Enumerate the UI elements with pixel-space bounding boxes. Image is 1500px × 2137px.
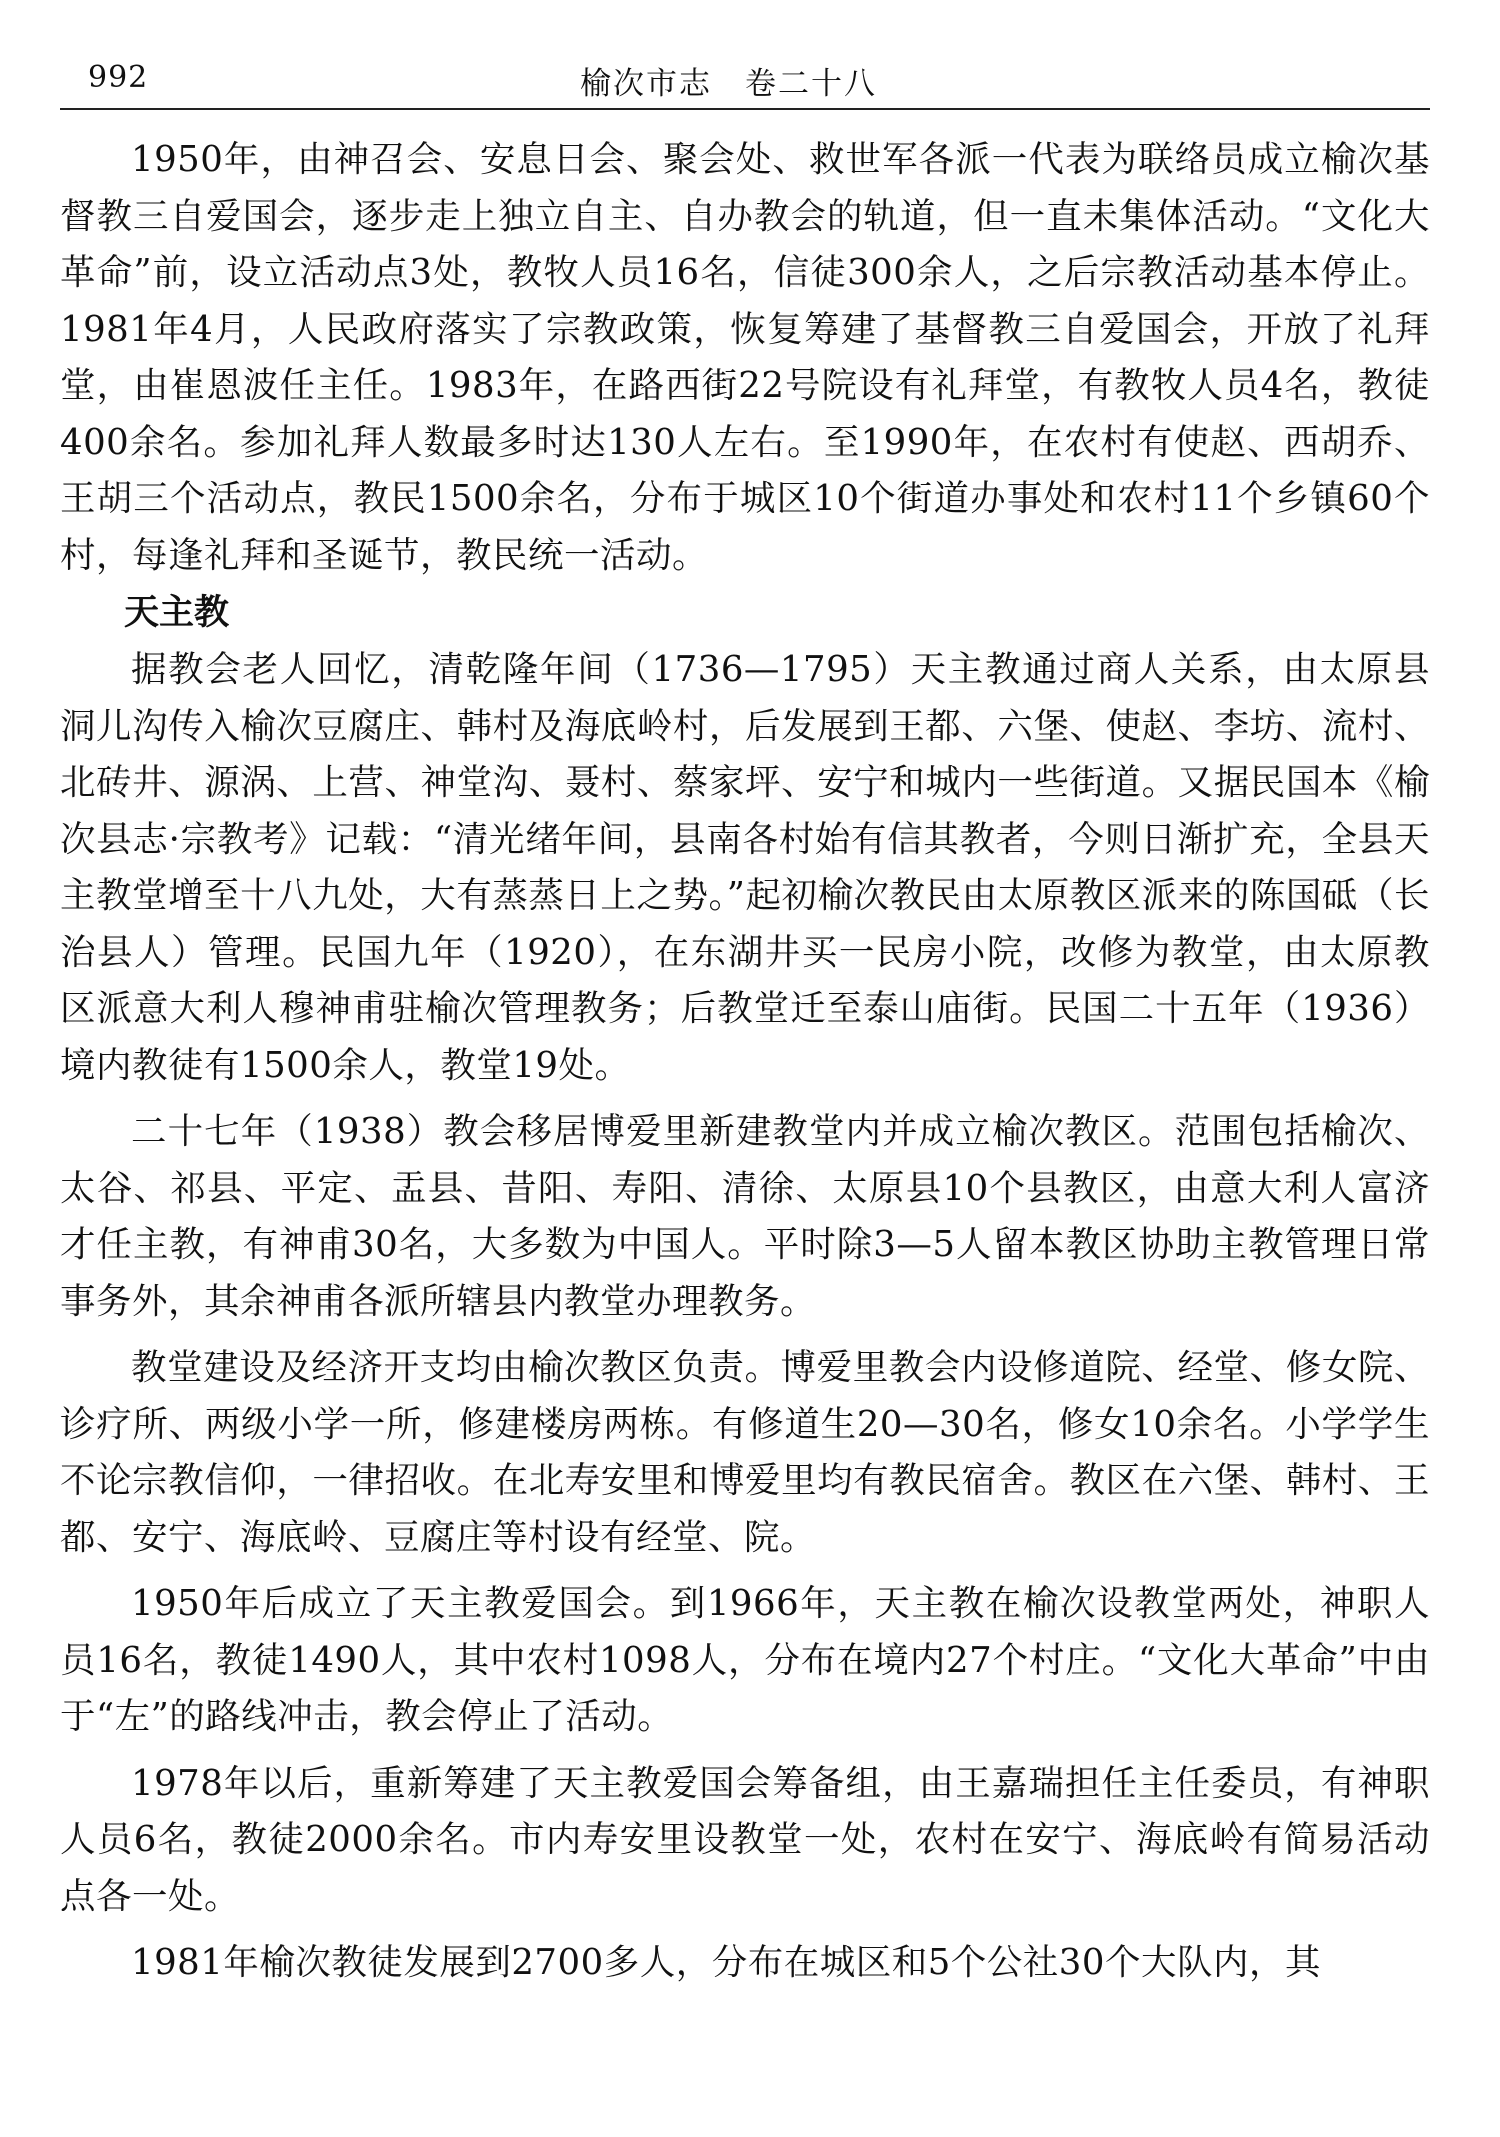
paragraph-patriotic-association: 1950年后成立了天主教爱国会。到1966年，天主教在榆次设教堂两处，神职人员16名，教徒1490人，其中农村1098人，分布在境内27个村庄。“文化大革命”中由于“左”的路线冲击，教会停止了活动。	[60, 1583, 1430, 1737]
paragraph-protestant-association: 1950年，由神召会、安息日会、聚会处、救世军各派一代表为联络员成立榆次基督教三自爱国会，逐步走上独立自主、自办教会的轨道，但一直未集体活动。“文化大革命”前，设立活动点3处，教牧人员16名，信徒300余人，之后宗教活动基本停止。1981年4月，人民政府落实了宗教政策，恢复筹建了基督教三自爱国会，开放了礼拜堂，由崔恩波任主任。1983年，在路西街22号院设有礼拜堂，有教牧人员4名，教徒400余名。参加礼拜人数最多时达130人左右。至1990年，在农村有使赵、西胡乔、王胡三个活动点，教民1500余名，分布于城区10个街道办事处和农村11个乡镇60个村，每逢礼拜和圣诞节，教民统一活动。	[60, 139, 1430, 576]
paragraph-reestablishment: 1978年以后，重新筹建了天主教爱国会筹备组，由王嘉瑞担任主任委员，有神职人员6名，教徒2000余名。市内寿安里设教堂一处，农村在安宁、海底岭有简易活动点各一处。	[60, 1762, 1430, 1917]
section-heading-catholic: 天主教	[124, 593, 230, 633]
header-divider	[60, 108, 1430, 110]
page-header	[60, 52, 1430, 102]
body-text	[60, 132, 1430, 1992]
running-title: 榆次市志 卷二十八	[580, 66, 877, 102]
paragraph-1981-growth: 1981年榆次教徒发展到2700多人，分布在城区和5个公社30个大队内，其	[131, 1942, 1321, 1983]
page-number: 992	[88, 60, 149, 95]
paragraph-catholic-history: 据教会老人回忆，清乾隆年间（1736—1795）天主教通过商人关系，由太原县洞儿沟传入榆次豆腐庄、韩村及海底岭村，后发展到王都、六堡、使赵、李坊、流村、北砖井、源涡、上营、神堂沟、聂村、蔡家坪、安宁和城内一些街道。又据民国本《榆次县志·宗教考》记载：“清光绪年间，县南各村始有信其教者，今则日渐扩充，全县天主教堂增至十八九处，大有蒸蒸日上之势。”起初榆次教民由太原教区派来的陈国砥（长治县人）管理。民国九年（1920），在东湖井买一民房小院，改修为教堂，由太原教区派意大利人穆神甫驻榆次管理教务；后教堂迁至泰山庙街。民国二十五年（1936）境内教徒有1500余人，教堂19处。	[60, 649, 1430, 1086]
paragraph-diocese-founding: 二十七年（1938）教会移居博爱里新建教堂内并成立榆次教区。范围包括榆次、太谷、祁县、平定、盂县、昔阳、寿阳、清徐、太原县10个县教区，由意大利人富济才任主教，有神甫30名，大多数为中国人。平时除3—5人留本教区协助主教管理日常事务外，其余神甫各派所辖县内教堂办理教务。	[60, 1111, 1430, 1322]
paragraph-church-facilities: 教堂建设及经济开支均由榆次教区负责。博爱里教会内设修道院、经堂、修女院、诊疗所、两级小学一所，修建楼房两栋。有修道生20—30名，修女10余名。小学学生不论宗教信仰，一律招收。在北寿安里和博爱里均有教民宿舍。教区在六堡、韩村、王都、安宁、海底岭、豆腐庄等村设有经堂、院。	[60, 1347, 1430, 1558]
